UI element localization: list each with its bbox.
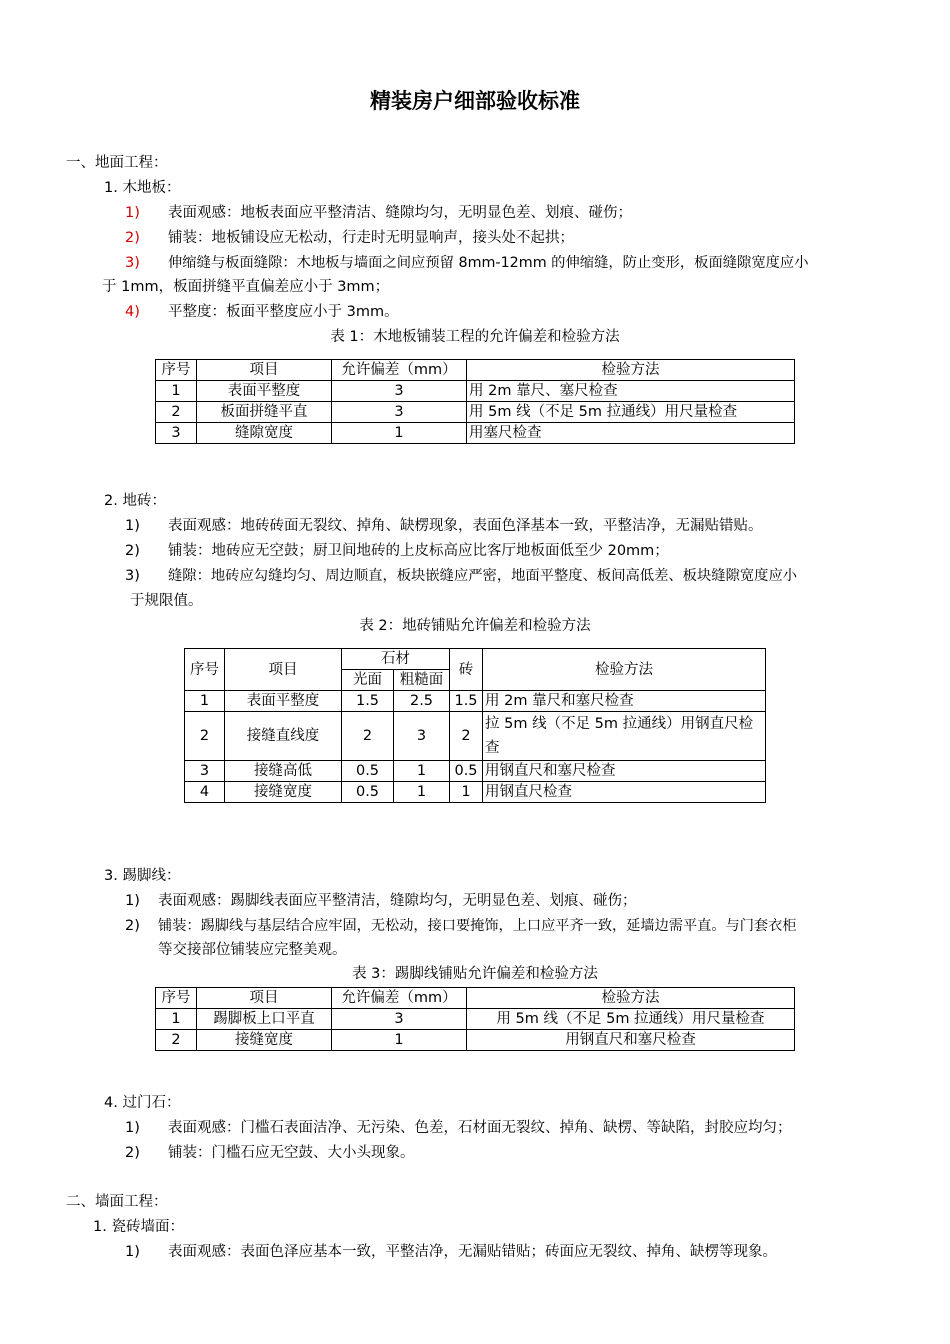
subsection-heading: 1. 木地板： <box>104 180 181 196</box>
table-cell: 用 5m 线（不足 5m 拉通线）用尺量检查 <box>467 1009 795 1030</box>
table-header-cell: 项目 <box>197 988 332 1009</box>
table-cell: 1 <box>185 691 225 712</box>
table-cell: 表面平整度 <box>197 381 332 402</box>
table-cell: 1 <box>332 1030 467 1051</box>
table-row <box>156 1030 795 1051</box>
table-cell: 1 <box>332 423 467 444</box>
table-cell: 0.5 <box>450 761 483 782</box>
table-header-cell: 检验方法 <box>467 988 795 1009</box>
table-cell: 接缝宽度 <box>225 782 342 803</box>
list-item: 表面观感：地板表面应平整清洁、缝隙均匀，无明显色差、划痕、碰伤； <box>168 205 632 221</box>
table-header-row <box>185 649 766 670</box>
section-heading: 二、墙面工程： <box>66 1194 168 1210</box>
table-cell: 4 <box>185 782 225 803</box>
table-row <box>185 761 766 782</box>
table-header-cell: 允许偏差（mm） <box>332 988 467 1009</box>
table-header-cell: 序号 <box>185 649 225 691</box>
table-cell: 2 <box>450 712 483 761</box>
table-cell: 1 <box>156 381 197 402</box>
table-header-cell: 石材 <box>342 649 450 670</box>
table-caption: 表 3：踢脚线铺贴允许偏差和检验方法 <box>352 966 598 982</box>
table-header-cell: 粗糙面 <box>394 670 450 691</box>
list-item: 表面观感：表面色泽应基本一致，平整洁净，无漏贴错贴；砖面应无裂纹、掉角、缺楞等现象。 <box>168 1244 777 1260</box>
list-number: 1) <box>125 205 140 221</box>
subsection-heading: 1. 瓷砖墙面： <box>93 1219 184 1235</box>
list-number: 2) <box>125 543 140 559</box>
subsection-heading: 3. 踢脚线： <box>104 868 181 884</box>
table-cell: 用 2m 靠尺、塞尺检查 <box>467 381 795 402</box>
table-header-cell: 允许偏差（mm） <box>332 360 467 381</box>
table-cell: 2.5 <box>394 691 450 712</box>
table-wood-floor <box>155 359 795 444</box>
table-row <box>185 691 766 712</box>
table-row <box>185 712 766 761</box>
list-item: 铺装：地板铺设应无松动，行走时无明显响声，接头处不起拱； <box>168 230 574 246</box>
list-item: 铺装：踢脚线与基层结合应牢固，无松动，接口要掩饰，上口应平齐一致，延墙边需平直。与门套衣柜 <box>158 918 797 934</box>
table-cell: 用钢直尺和塞尺检查 <box>467 1030 795 1051</box>
table-cell: 3 <box>156 423 197 444</box>
list-number: 1) <box>125 1244 140 1260</box>
table-cell: 接缝直线度 <box>225 712 342 761</box>
table-cell: 2 <box>185 712 225 761</box>
table-row <box>156 381 795 402</box>
list-item: 平整度：板面平整度应小于 3mm。 <box>168 304 399 320</box>
list-number: 1) <box>125 1120 140 1136</box>
table-caption: 表 1：木地板铺装工程的允许偏差和检验方法 <box>330 329 620 345</box>
table-cell: 3 <box>332 1009 467 1030</box>
list-item: 缝隙：地砖应勾缝均匀、周边顺直，板块嵌缝应严密，地面平整度、板间高低差、板块缝隙宽度应小 <box>168 568 798 584</box>
table-baseboard <box>155 987 795 1051</box>
table-cell: 3 <box>185 761 225 782</box>
list-item: 铺装：地砖应无空鼓；厨卫间地砖的上皮标高应比客厅地板面低至少 20mm； <box>168 543 669 559</box>
table-cell: 2 <box>156 402 197 423</box>
table-header-cell: 序号 <box>156 988 197 1009</box>
table-cell: 板面拼缝平直 <box>197 402 332 423</box>
list-item: 表面观感：门槛石表面洁净、无污染、色差，石材面无裂纹、掉角、缺楞、等缺陷，封胶应均匀； <box>168 1120 792 1136</box>
table-cell: 1 <box>394 782 450 803</box>
table-cell: 1 <box>394 761 450 782</box>
table-cell: 表面平整度 <box>225 691 342 712</box>
table-cell: 1 <box>156 1009 197 1030</box>
table-cell: 接缝宽度 <box>197 1030 332 1051</box>
list-item-continuation: 于规限值。 <box>130 593 203 609</box>
table-cell: 用钢直尺和塞尺检查 <box>483 761 766 782</box>
table-cell: 1.5 <box>450 691 483 712</box>
table-header-cell: 项目 <box>225 649 342 691</box>
list-number: 3) <box>125 568 140 584</box>
table-header-cell: 光面 <box>342 670 394 691</box>
table-header-row <box>156 988 795 1009</box>
table-row <box>185 782 766 803</box>
table-cell: 缝隙宽度 <box>197 423 332 444</box>
table-row <box>156 1009 795 1030</box>
table-cell: 用 2m 靠尺和塞尺检查 <box>483 691 766 712</box>
table-header-cell: 序号 <box>156 360 197 381</box>
table-cell: 用钢直尺检查 <box>483 782 766 803</box>
list-number: 3) <box>125 255 140 271</box>
table-cell: 踢脚板上口平直 <box>197 1009 332 1030</box>
table-caption: 表 2：地砖铺贴允许偏差和检验方法 <box>359 618 591 634</box>
table-cell: 接缝高低 <box>225 761 342 782</box>
list-item-continuation: 于 1mm，板面拼缝平直偏差应小于 3mm； <box>102 279 390 295</box>
table-cell: 用塞尺检查 <box>467 423 795 444</box>
list-number: 2) <box>125 918 140 934</box>
table-cell: 3 <box>332 402 467 423</box>
list-item-continuation: 等交接部位铺装应完整美观。 <box>158 942 347 958</box>
list-item: 表面观感：地砖砖面无裂纹、掉角、缺楞现象，表面色泽基本一致，平整洁净，无漏贴错贴。 <box>168 518 763 534</box>
table-header-cell: 项目 <box>197 360 332 381</box>
table-cell: 0.5 <box>342 761 394 782</box>
section-heading: 一、地面工程： <box>66 155 168 171</box>
table-header-cell: 检验方法 <box>467 360 795 381</box>
page-title: 精装房户细部验收标准 <box>370 89 580 113</box>
table-cell: 3 <box>332 381 467 402</box>
table-cell: 拉 5m 线（不足 5m 拉通线）用钢直尺检查 <box>483 712 766 761</box>
table-floor-tile <box>184 648 766 803</box>
list-number: 1) <box>125 893 140 909</box>
table-cell: 1.5 <box>342 691 394 712</box>
list-item: 伸缩缝与板面缝隙：木地板与墙面之间应预留 8mm-12mm 的伸缩缝，防止变形，板面缝隙宽度应小 <box>168 255 809 271</box>
list-number: 4) <box>125 304 140 320</box>
table-cell: 1 <box>450 782 483 803</box>
table-cell: 用 5m 线（不足 5m 拉通线）用尺量检查 <box>467 402 795 423</box>
table-cell: 0.5 <box>342 782 394 803</box>
table-cell: 2 <box>342 712 394 761</box>
list-number: 1) <box>125 518 140 534</box>
list-item: 表面观感：踢脚线表面应平整清洁，缝隙均匀，无明显色差、划痕、碰伤； <box>158 893 637 909</box>
table-header-row <box>156 360 795 381</box>
table-row <box>156 402 795 423</box>
list-number: 2) <box>125 1145 140 1161</box>
subsection-heading: 4. 过门石： <box>104 1095 181 1111</box>
table-cell: 2 <box>156 1030 197 1051</box>
table-cell: 3 <box>394 712 450 761</box>
table-row <box>156 423 795 444</box>
list-number: 2) <box>125 230 140 246</box>
table-header-cell: 检验方法 <box>483 649 766 691</box>
list-item: 铺装：门槛石应无空鼓、大小头现象。 <box>168 1145 415 1161</box>
table-header-cell: 砖 <box>450 649 483 691</box>
subsection-heading: 2. 地砖： <box>104 493 166 509</box>
